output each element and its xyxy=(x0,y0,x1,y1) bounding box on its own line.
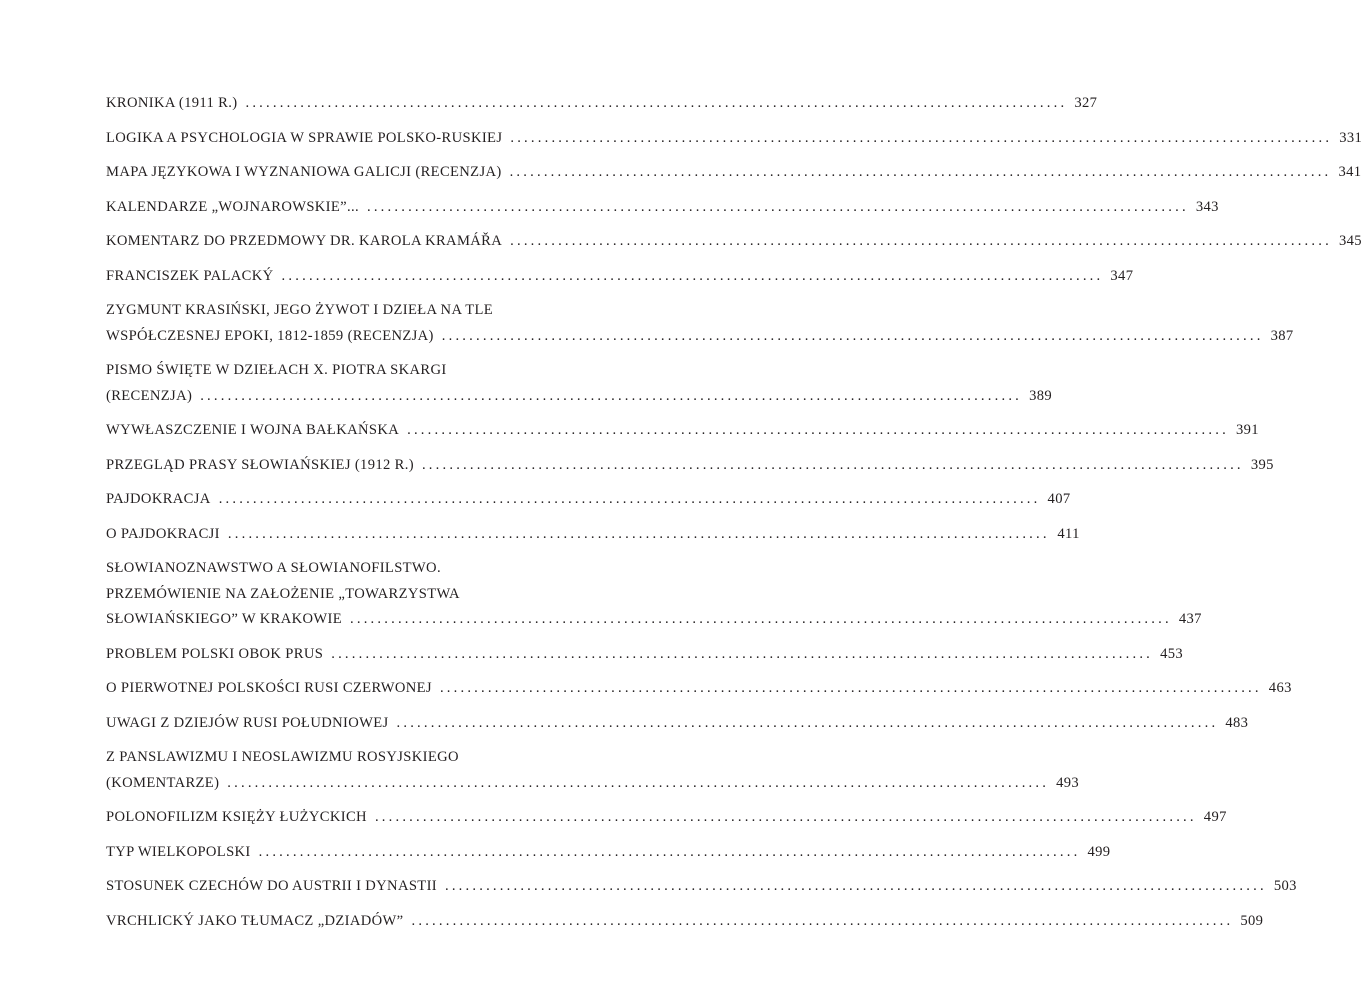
dot-leader: ........................................................................................................................ xyxy=(510,233,1332,249)
toc-page-number: 411 xyxy=(1057,525,1080,542)
toc-entry-title: (KOMENTARZE) xyxy=(106,774,220,791)
toc-entry[interactable] xyxy=(106,842,1111,862)
dot-leader: ........................................................................................................................ xyxy=(444,878,1267,894)
toc-entry[interactable] xyxy=(106,128,1362,148)
toc-entry[interactable] xyxy=(106,524,1080,544)
toc-page-number: 437 xyxy=(1178,611,1202,627)
toc-entry-title: WSPÓŁCZESNEJ EPOKI, 1812-1859 (RECENZJA) xyxy=(106,327,434,344)
toc-page-number: 387 xyxy=(1270,327,1294,344)
toc-page-number: 453 xyxy=(1160,645,1184,662)
toc-page-number: 331 xyxy=(1339,129,1362,146)
dot-leader: ........................................................................................................................ xyxy=(227,525,1050,542)
toc-page-number: 345 xyxy=(1339,233,1362,249)
toc-page-number: 463 xyxy=(1268,680,1292,696)
toc-entry[interactable] xyxy=(106,162,1362,182)
dot-leader: ........................................................................................................................ xyxy=(281,267,1104,284)
toc-entry-line xyxy=(106,386,1053,406)
toc-entry[interactable] xyxy=(106,231,1362,251)
toc-page-number: 343 xyxy=(1195,198,1219,215)
toc-entry-title: STOSUNEK CZECHÓW DO AUSTRII I DYNASTII xyxy=(106,878,437,894)
toc-page-number: 509 xyxy=(1240,912,1264,929)
toc-entry-line xyxy=(106,713,1249,733)
toc-entry-line xyxy=(106,128,1362,148)
toc-entry-title: ZYGMUNT KRASIŃSKI, JEGO ŻYWOT I DZIEŁA NA TLE xyxy=(106,302,494,318)
dot-leader: ........................................................................................................................ xyxy=(396,714,1219,731)
dot-leader: ........................................................................................................................ xyxy=(366,198,1189,215)
dot-leader: ........................................................................................................................ xyxy=(441,327,1264,344)
toc-entry[interactable] xyxy=(106,911,1264,931)
dot-leader: ........................................................................................................................ xyxy=(350,611,1172,627)
toc-entry-title: Z PANSLAWIZMU I NEOSLAWIZMU ROSYJSKIEGO xyxy=(106,749,459,765)
toc-entry-line xyxy=(106,773,1080,793)
toc-entry-line xyxy=(106,911,1264,931)
toc-entry[interactable] xyxy=(106,644,1184,664)
toc-entry-title: UWAGI Z DZIEJÓW RUSI POŁUDNIOWEJ xyxy=(106,714,389,731)
toc-entry-line xyxy=(106,609,1202,629)
toc-entry-title: MAPA JĘZYKOWA I WYZNANIOWA GALICJI (RECENZJA) xyxy=(106,164,502,180)
toc-entry-line xyxy=(106,93,1098,113)
toc-entry[interactable] xyxy=(106,93,1098,113)
dot-leader: ........................................................................................................................ xyxy=(509,164,1332,180)
toc-entry[interactable] xyxy=(106,420,1259,440)
dot-leader: ........................................................................................................................ xyxy=(227,774,1050,791)
toc-entry-line xyxy=(106,524,1080,544)
toc-entry-title: PISMO ŚWIĘTE W DZIEŁACH X. PIOTRA SKARGI xyxy=(106,362,447,378)
toc-entry-line xyxy=(106,489,1071,509)
toc-page-number: 493 xyxy=(1056,774,1080,791)
toc-entry-title: KRONIKA (1911 R.) xyxy=(106,95,238,111)
dot-leader: ........................................................................................................................ xyxy=(421,456,1244,473)
toc-page-number: 499 xyxy=(1087,843,1111,860)
toc-page-number: 341 xyxy=(1338,164,1362,180)
toc-entry-line xyxy=(106,876,1297,896)
dot-leader: ........................................................................................................................ xyxy=(331,645,1154,662)
dot-leader: ........................................................................................................................ xyxy=(200,387,1023,404)
toc-page-number: 347 xyxy=(1110,267,1134,284)
toc-entry[interactable] xyxy=(106,360,1053,406)
toc-entry[interactable] xyxy=(106,747,1080,793)
toc-entry-title: O PAJDOKRACJI xyxy=(106,525,220,542)
toc-entry-title: PRZEGLĄD PRASY SŁOWIAŃSKIEJ (1912 R.) xyxy=(106,456,414,473)
toc-entry-line xyxy=(106,842,1111,862)
dot-leader: ........................................................................................................................ xyxy=(374,809,1197,825)
toc-entry-line xyxy=(106,231,1362,251)
toc-entry-line xyxy=(106,678,1292,698)
dot-leader: ........................................................................................................................ xyxy=(245,95,1068,111)
toc-entry[interactable] xyxy=(106,300,1294,346)
toc-page-number: 503 xyxy=(1273,878,1297,894)
toc-page-number: 395 xyxy=(1250,456,1274,473)
toc-entry-line xyxy=(106,455,1274,475)
toc-entry-line xyxy=(106,326,1294,346)
toc-page-number: 391 xyxy=(1235,422,1259,438)
toc-entry[interactable] xyxy=(106,876,1297,896)
toc-page-number: 497 xyxy=(1203,809,1227,825)
toc-page-number: 407 xyxy=(1047,491,1071,507)
toc-entry[interactable] xyxy=(106,266,1134,286)
toc-entry[interactable] xyxy=(106,678,1292,698)
toc-entry-line xyxy=(106,197,1219,217)
toc-entry-line xyxy=(106,360,611,380)
table-of-contents xyxy=(106,93,1362,945)
dot-leader: ........................................................................................................................ xyxy=(510,129,1333,146)
toc-entry-title: TYP WIELKOPOLSKI xyxy=(106,843,251,860)
toc-entry[interactable] xyxy=(106,807,1227,827)
toc-page-number: 327 xyxy=(1074,95,1098,111)
toc-entry-line xyxy=(106,266,1134,286)
toc-entry-title: SŁOWIANOZNAWSTWO A SŁOWIANOFILSTWO. xyxy=(106,560,441,576)
dot-leader: ........................................................................................................................ xyxy=(411,912,1234,929)
toc-entry-title: VRCHLICKÝ JAKO TŁUMACZ „DZIADÓW” xyxy=(106,912,404,929)
toc-entry-title: SŁOWIAŃSKIEGO” W KRAKOWIE xyxy=(106,611,343,627)
toc-entry-title: LOGIKA A PSYCHOLOGIA W SPRAWIE POLSKO-RUSKIEJ xyxy=(106,129,503,146)
toc-page-number: 389 xyxy=(1029,387,1053,404)
toc-entry-line xyxy=(106,420,1259,440)
toc-entry-title: KOMENTARZ DO PRZEDMOWY DR. KAROLA KRAMÁŘA xyxy=(106,233,503,249)
toc-entry-title: (RECENZJA) xyxy=(106,387,193,404)
toc-entry[interactable] xyxy=(106,489,1071,509)
dot-leader: ........................................................................................................................ xyxy=(439,680,1262,696)
dot-leader: ........................................................................................................................ xyxy=(407,422,1229,438)
toc-page-number: 483 xyxy=(1225,714,1249,731)
toc-entry-title: KALENDARZE „WOJNAROWSKIE”... xyxy=(106,198,359,215)
toc-entry[interactable] xyxy=(106,197,1219,217)
toc-entry-line xyxy=(106,558,611,578)
toc-entry-title: PAJDOKRACJA xyxy=(106,491,211,507)
toc-entry-line xyxy=(106,747,611,767)
toc-entry-title: O PIERWOTNEJ POLSKOŚCI RUSI CZERWONEJ xyxy=(106,680,432,696)
toc-entry-line xyxy=(106,807,1227,827)
toc-entry[interactable] xyxy=(106,455,1274,475)
toc-entry-title: FRANCISZEK PALACKÝ xyxy=(106,267,274,284)
toc-entry-line xyxy=(106,162,1362,182)
toc-entry[interactable] xyxy=(106,558,1202,629)
dot-leader: ........................................................................................................................ xyxy=(218,491,1041,507)
toc-entry-title: POLONOFILIZM KSIĘŻY ŁUŻYCKICH xyxy=(106,809,367,825)
toc-entry-line xyxy=(106,300,611,320)
toc-entry-title: WYWŁASZCZENIE I WOJNA BAŁKAŃSKA xyxy=(106,422,400,438)
toc-entry-title: PROBLEM POLSKI OBOK PRUS xyxy=(106,645,324,662)
toc-entry[interactable] xyxy=(106,713,1249,733)
toc-entry-line xyxy=(106,584,611,604)
toc-entry-line xyxy=(106,644,1184,664)
toc-entry-title: PRZEMÓWIENIE NA ZAŁOŻENIE „TOWARZYSTWA xyxy=(106,585,460,602)
dot-leader: ........................................................................................................................ xyxy=(258,843,1081,860)
